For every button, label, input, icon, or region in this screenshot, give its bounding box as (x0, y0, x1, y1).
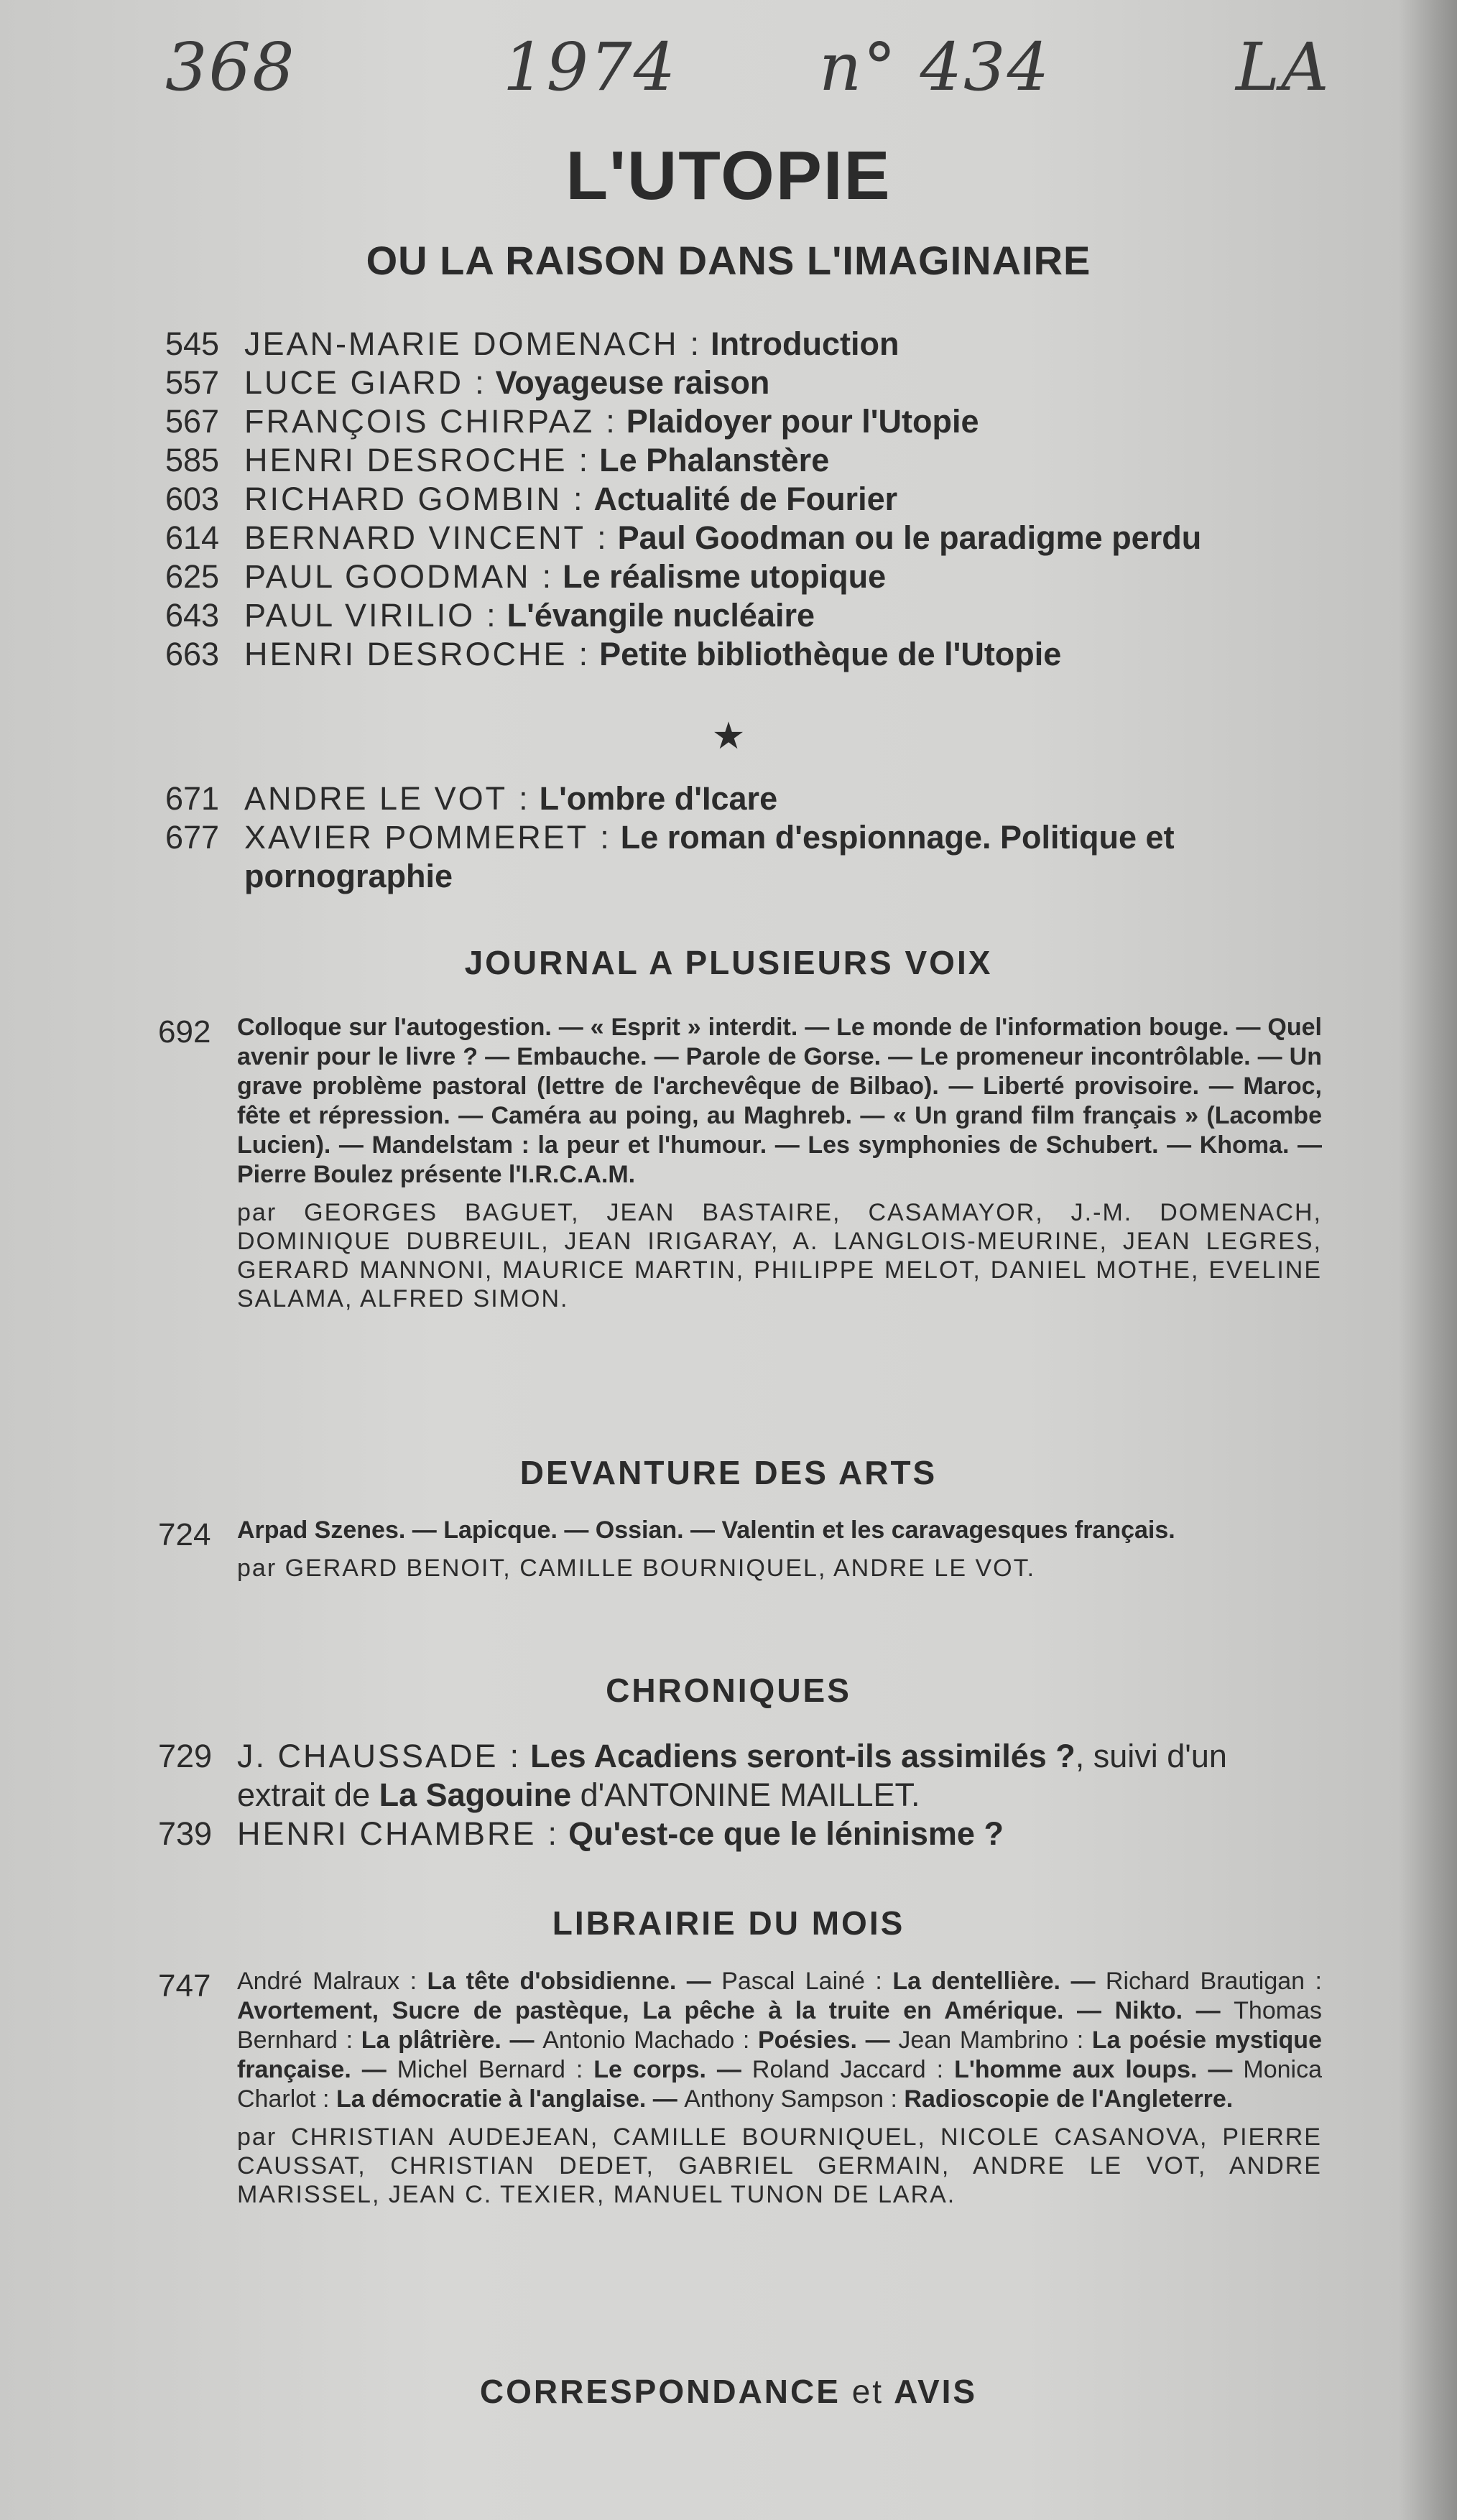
page-number: 603 (165, 481, 220, 517)
author-name: HENRI DESROCHE (244, 636, 568, 672)
article-title: L'ombre d'Icare (539, 780, 778, 817)
toc-entry (165, 402, 1322, 441)
toc-entry-text: PAUL GOODMAN : Le réalisme utopique (244, 558, 887, 595)
section-heading-librairie: LIBRAIRIE DU MOIS (552, 1904, 905, 1942)
article-title: Introduction (711, 325, 899, 362)
toc-entry (165, 596, 1322, 635)
journal-topics: Colloque sur l'autogestion. — « Esprit » interdit. — Le monde de l'information bouge. — Quel avenir pour le livre ? — Embauche. — Parole de Gorse. — Le promeneur incontrôlable. — Un grave problème pastoral (lettre de l'archevêque de Bilbao). — Liberté provisoire. — Maroc, fête et répression. — Caméra au poing, au Maghreb. — « Un grand film français » (Lacombe Lucien). — Mandelstam : la peur et l'humour. — Les symphonies de Schubert. — Khoma. — Pierre Boulez présente l'I.R.C.A.M. (237, 1014, 1322, 1188)
toc-entry-text: HENRI DESROCHE : Le Phalanstère (244, 442, 830, 478)
review-author: Roland Jaccard (751, 2056, 926, 2083)
review-author: Michel Bernard (397, 2056, 565, 2083)
section-heading-arts: DEVANTURE DES ARTS (519, 1454, 938, 1491)
review-author: Anthony Sampson (684, 2085, 884, 2113)
article-title: Qu'est-ce que le léninisme ? (568, 1815, 1004, 1852)
section-heading-correspondance: CORRESPONDANCE et AVIS (479, 2373, 978, 2410)
toc-entry (165, 325, 1322, 363)
review-author: Antonio Machado (542, 2026, 735, 2054)
review-title: La dentellière. (892, 1968, 1060, 1995)
toc-entry (165, 441, 1322, 480)
page-number: 724 (158, 1517, 211, 1552)
article-title: La Sagouine (379, 1776, 572, 1813)
review-title: La poésie mystique française. (237, 2026, 1322, 2083)
page-number: 729 (158, 1738, 213, 1774)
review-title: Nikto. (1114, 1997, 1183, 2024)
author-name: PAUL GOODMAN (244, 558, 531, 595)
toc-entry (165, 480, 1322, 519)
article-title: Le réalisme utopique (563, 558, 887, 595)
author-name: J. CHAUSSADE (237, 1738, 499, 1774)
article-title: Paul Goodman ou le paradigme perdu (617, 519, 1202, 556)
page-number: 671 (165, 780, 220, 817)
toc-entry (165, 635, 1322, 674)
toc-main (165, 325, 1322, 674)
toc-entry-text: BERNARD VINCENT : Paul Goodman ou le paradigme perdu (244, 519, 1202, 556)
author-name: FRANÇOIS CHIRPAZ (244, 403, 595, 440)
page-number: 567 (165, 403, 220, 440)
author-name: RICHARD GOMBIN (244, 481, 563, 517)
page-number: 625 (165, 558, 220, 595)
arts-contributors: par GERARD BENOIT, CAMILLE BOURNIQUEL, ANDRE LE VOT. (237, 1555, 1036, 1582)
article-title: Petite bibliothèque de l'Utopie (599, 636, 1062, 672)
author-name: HENRI DESROCHE (244, 442, 568, 478)
author-name: XAVIER POMMERET (244, 819, 589, 856)
article-note: d'ANTONINE MAILLET. (571, 1776, 920, 1813)
page-number: 677 (165, 819, 220, 856)
article-title: Le roman d'espionnage. Politique et pornographie (244, 819, 1175, 894)
author-name: ANDRE LE VOT (244, 780, 508, 817)
review-title: L'homme aux loups. (954, 2056, 1198, 2083)
section-heading-chroniques: CHRONIQUES (606, 1672, 851, 1709)
article-title: Voyageuse raison (495, 364, 770, 401)
librairie-reviews: André Malraux : La tête d'obsidienne. — Pascal Lainé : La dentellière. — Richard Brautigan : Avortement, Sucre de pastèque, La pêche à la truite en Amérique. — Nikto. — Thomas Bernhard : La plâtrière. — Antonio Machado : Poésies. — Jean Mambrino : La poésie mystique française. — Michel Bernard : Le corps. — Roland Jaccard : L'homme aux loups. — Monica Charlot : La démocratie à l'anglaise. — Anthony Sampson : Radioscopie de l'Angleterre. (237, 1968, 1322, 2113)
page-number: 747 (158, 1968, 211, 2004)
star-separator: ★ (711, 715, 746, 757)
toc-entry (165, 818, 1322, 896)
author-name: HENRI CHAMBRE (237, 1815, 537, 1852)
journal-entry (158, 1013, 1322, 1313)
section-heading-journal: JOURNAL A PLUSIEURS VOIX (464, 944, 993, 981)
review-title: Le corps. (593, 2056, 706, 2083)
review-author: André Malraux (237, 1968, 400, 1995)
chroniques-list (158, 1737, 1322, 1853)
toc-entry-text: LUCE GIARD : Voyageuse raison (244, 364, 770, 401)
review-author: Pascal Lainé (721, 1968, 865, 1995)
journal-contributors: par GEORGES BAGUET, JEAN BASTAIRE, CASAMAYOR, J.-M. DOMENACH, DOMINIQUE DUBREUIL, JEAN IRIGARAY, A. LANGLOIS-MEURINE, JEAN LEGRES, GERARD MANNONI, MAURICE MARTIN, PHILIPPE MELOT, DANIEL MOTHE, EVELINE SALAMA, ALFRED SIMON. (237, 1199, 1322, 1312)
review-author: Jean Mambrino (898, 2026, 1069, 2054)
toc-entry (165, 519, 1322, 557)
page-number: 692 (158, 1014, 211, 1050)
article-title: L'évangile nucléaire (507, 597, 815, 634)
article-title: Plaidoyer pour l'Utopie (626, 403, 979, 440)
toc-entry (165, 557, 1322, 596)
chronique-entry: 739 HENRI CHAMBRE : Qu'est-ce que le léninisme ? (158, 1815, 1004, 1852)
page-number: 585 (165, 442, 220, 478)
page-number: 663 (165, 636, 220, 672)
librairie-contributors: par CHRISTIAN AUDEJEAN, CAMILLE BOURNIQUEL, NICOLE CASANOVA, PIERRE CAUSSAT, CHRISTIAN DEDET, GABRIEL GERMAIN, ANDRE LE VOT, ANDRE MARISSEL, JEAN C. TEXIER, MANUEL TUNON DE LARA. (237, 2123, 1322, 2208)
article-title: Les Acadiens seront-ils assimilés ? (530, 1738, 1076, 1774)
chronique-entry: 729 J. CHAUSSADE : Les Acadiens seront-ils assimilés ?, suivi d'un extrait de La Sagouine d'ANTONINE MAILLET. (158, 1738, 1227, 1813)
review-title: La démocratie à l'anglaise. (336, 2085, 647, 2113)
page-number: 643 (165, 597, 220, 634)
toc-entry-text: HENRI DESROCHE : Petite bibliothèque de l'Utopie (244, 636, 1062, 672)
review-title: La tête d'obsidienne. (427, 1968, 677, 1995)
handwritten-note: n° 434 (819, 29, 1051, 106)
toc-entry (165, 363, 1322, 402)
review-author: Richard Brautigan (1105, 1968, 1305, 1995)
author-name: BERNARD VINCENT (244, 519, 586, 556)
page-number: 557 (165, 364, 220, 401)
review-title: La plâtrière. (361, 2026, 501, 2054)
article-title: Le Phalanstère (599, 442, 830, 478)
page-number: 614 (165, 519, 220, 556)
article-note: , suivi d'un extrait de (237, 1738, 1227, 1813)
toc-entry (165, 779, 1322, 818)
handwritten-note: 368 (165, 29, 296, 106)
review-author: Monica Charlot (237, 2056, 1322, 2113)
review-author: Thomas Bernhard (237, 1997, 1322, 2054)
toc-entry-text: RICHARD GOMBIN : Actualité de Fourier (244, 481, 898, 517)
article-title: Actualité de Fourier (593, 481, 898, 517)
issue-title: L'UTOPIE (565, 137, 892, 214)
toc-entry-text: JEAN-MARIE DOMENACH : Introduction (244, 325, 899, 362)
review-title: Poésies. (757, 2026, 857, 2054)
toc-entry-text: PAUL VIRILIO : L'évangile nucléaire (244, 597, 815, 634)
handwritten-note: 1974 (503, 29, 677, 106)
toc-extra (165, 779, 1322, 896)
author-name: PAUL VIRILIO (244, 597, 476, 634)
handwritten-note: LA (1236, 29, 1331, 106)
author-name: JEAN-MARIE DOMENACH (244, 325, 679, 362)
review-title: Radioscopie de l'Angleterre. (904, 2085, 1234, 2113)
review-title: Avortement, Sucre de pastèque, La pêche à la truite en Amérique. (237, 1997, 1064, 2024)
author-name: LUCE GIARD (244, 364, 464, 401)
arts-entry (158, 1516, 1322, 1583)
toc-entry-text: ANDRE LE VOT : L'ombre d'Icare (244, 780, 778, 817)
issue-subtitle: OU LA RAISON DANS L'IMAGINAIRE (366, 238, 1091, 283)
page-number: 739 (158, 1815, 213, 1852)
page-number: 545 (165, 325, 220, 362)
arts-topics: Arpad Szenes. — Lapicque. — Ossian. — Valentin et les caravagesques français. (237, 1516, 1175, 1544)
librairie-entry (158, 1967, 1322, 2209)
toc-entry-text: FRANÇOIS CHIRPAZ : Plaidoyer pour l'Utopie (244, 403, 979, 440)
toc-entry-text: XAVIER POMMERET : Le roman d'espionnage. Politique et pornographie (244, 819, 1175, 894)
